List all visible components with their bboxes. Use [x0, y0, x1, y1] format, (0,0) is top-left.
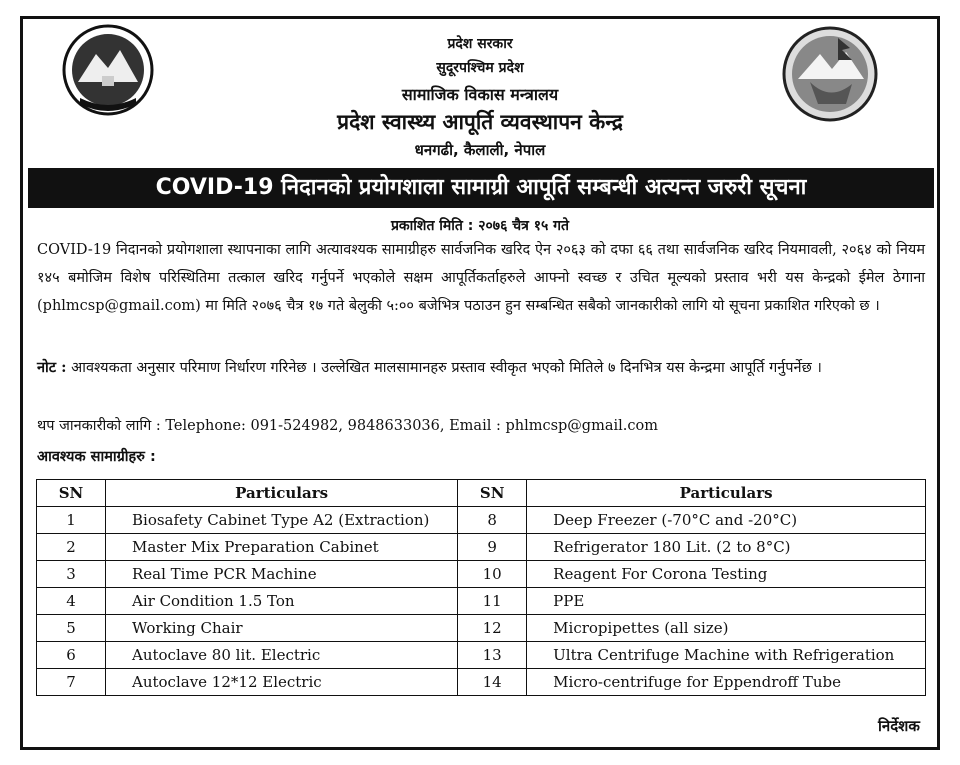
- table-cell-particular: Micro-centrifuge for Eppendroff Tube: [527, 669, 926, 696]
- column-header-particulars: Particulars: [527, 480, 926, 507]
- required-items-table: [36, 479, 926, 696]
- table-cell-sn: 5: [37, 615, 106, 642]
- column-header-sn: SN: [458, 480, 527, 507]
- table-cell-particular: Refrigerator 180 Lit. (2 to 8°C): [527, 534, 926, 561]
- office-address: धनगढी, कैलाली, नेपाल: [414, 141, 546, 159]
- table-cell-sn: 2: [37, 534, 106, 561]
- notice-body: COVID-19 निदानको प्रयोगशाला स्थापनाका लागि अत्यावश्यक सामाग्रीहरु सार्वजनिक खरिद ऐन २०६३ को दफा ६६ तथा सार्वजनिक खरिद नियमावली, २०६४ को नियम १४५ बमोजिम विशेष परिस्थितिमा तत्काल खरिद गर्नुपर्ने भएकोले सक्षम आपूर्तिकर्ताहरुले आफ्नो स्वच्छ र उचित मूल्यको प्रस्ताव भरी यस केन्द्रको ईमेल ठेगाना (phlmcsp@gmail.com) मा मिति २०७६ चैत्र १७ गते बेलुकी ५:०० बजेभित्र पठाउन हुन सम्बन्धित सबैको जानकारीको लागि यो सूचना प्रकाशित गरिएको छ ।: [37, 242, 926, 314]
- table-cell-particular: Biosafety Cabinet Type A2 (Extraction): [106, 507, 458, 534]
- table-row: [37, 507, 926, 534]
- table-row: [37, 669, 926, 696]
- table-cell-sn: 3: [37, 561, 106, 588]
- table-row: [37, 534, 926, 561]
- table-row: [37, 588, 926, 615]
- table-cell-sn: 12: [458, 615, 527, 642]
- table-cell-particular: Micropipettes (all size): [527, 615, 926, 642]
- table-cell-particular: Ultra Centrifuge Machine with Refrigeration: [527, 642, 926, 669]
- table-cell-sn: 1: [37, 507, 106, 534]
- table-cell-particular: Master Mix Preparation Cabinet: [106, 534, 458, 561]
- office-name: प्रदेश स्वास्थ्य आपूर्ति व्यवस्थापन केन्द्र: [337, 110, 623, 134]
- table-cell-sn: 8: [458, 507, 527, 534]
- table-cell-sn: 14: [458, 669, 527, 696]
- table-row: [37, 615, 926, 642]
- table-cell-sn: 11: [458, 588, 527, 615]
- contact-info: थप जानकारीको लागि : Telephone: 091-524982, 9848633036, Email : phlmcsp@gmail.com: [37, 418, 658, 434]
- table-row: [37, 561, 926, 588]
- signature-designation: निर्देशक: [878, 717, 920, 735]
- table-cell-sn: 7: [37, 669, 106, 696]
- table-header-row: [37, 480, 926, 507]
- ministry-name: सामाजिक विकास मन्त्रालय: [401, 85, 559, 104]
- table-cell-particular: Autoclave 80 lit. Electric: [106, 642, 458, 669]
- column-header-sn: SN: [37, 480, 106, 507]
- published-date: प्रकाशित मिति : २०७६ चैत्र १५ गते: [390, 218, 570, 234]
- table-cell-particular: Real Time PCR Machine: [106, 561, 458, 588]
- province-name: सुदूरपश्चिम प्रदेश: [436, 60, 524, 76]
- required-items-label: आवश्यक सामाग्रीहरु :: [37, 449, 156, 465]
- note-paragraph: [37, 354, 925, 382]
- notice-title-banner: COVID-19 निदानको प्रयोगशाला सामाग्री आपूर्ति सम्बन्धी अत्यन्त जरुरी सूचना: [28, 168, 934, 208]
- table-cell-particular: Working Chair: [106, 615, 458, 642]
- note-label: नोट :: [37, 359, 67, 376]
- table-cell-sn: 6: [37, 642, 106, 669]
- table-cell-sn: 9: [458, 534, 527, 561]
- column-header-particulars: Particulars: [106, 480, 458, 507]
- table-cell-sn: 10: [458, 561, 527, 588]
- table-cell-sn: 4: [37, 588, 106, 615]
- table-cell-sn: 13: [458, 642, 527, 669]
- table-cell-particular: Air Condition 1.5 Ton: [106, 588, 458, 615]
- table-cell-particular: Reagent For Corona Testing: [527, 561, 926, 588]
- table-cell-particular: Deep Freezer (-70°C and -20°C): [527, 507, 926, 534]
- table-row: [37, 642, 926, 669]
- table-cell-particular: Autoclave 12*12 Electric: [106, 669, 458, 696]
- government-name: प्रदेश सरकार: [447, 36, 513, 52]
- table-cell-particular: PPE: [527, 588, 926, 615]
- note-text: आवश्यकता अनुसार परिमाण निर्धारण गरिनेछ । उल्लेखित मालसामानहरु प्रस्ताव स्वीकृत भएकोे मितिले ७ दिनभित्र यस केन्द्रमा आपूर्ति गर्नुपर्नेछ ।: [66, 360, 822, 376]
